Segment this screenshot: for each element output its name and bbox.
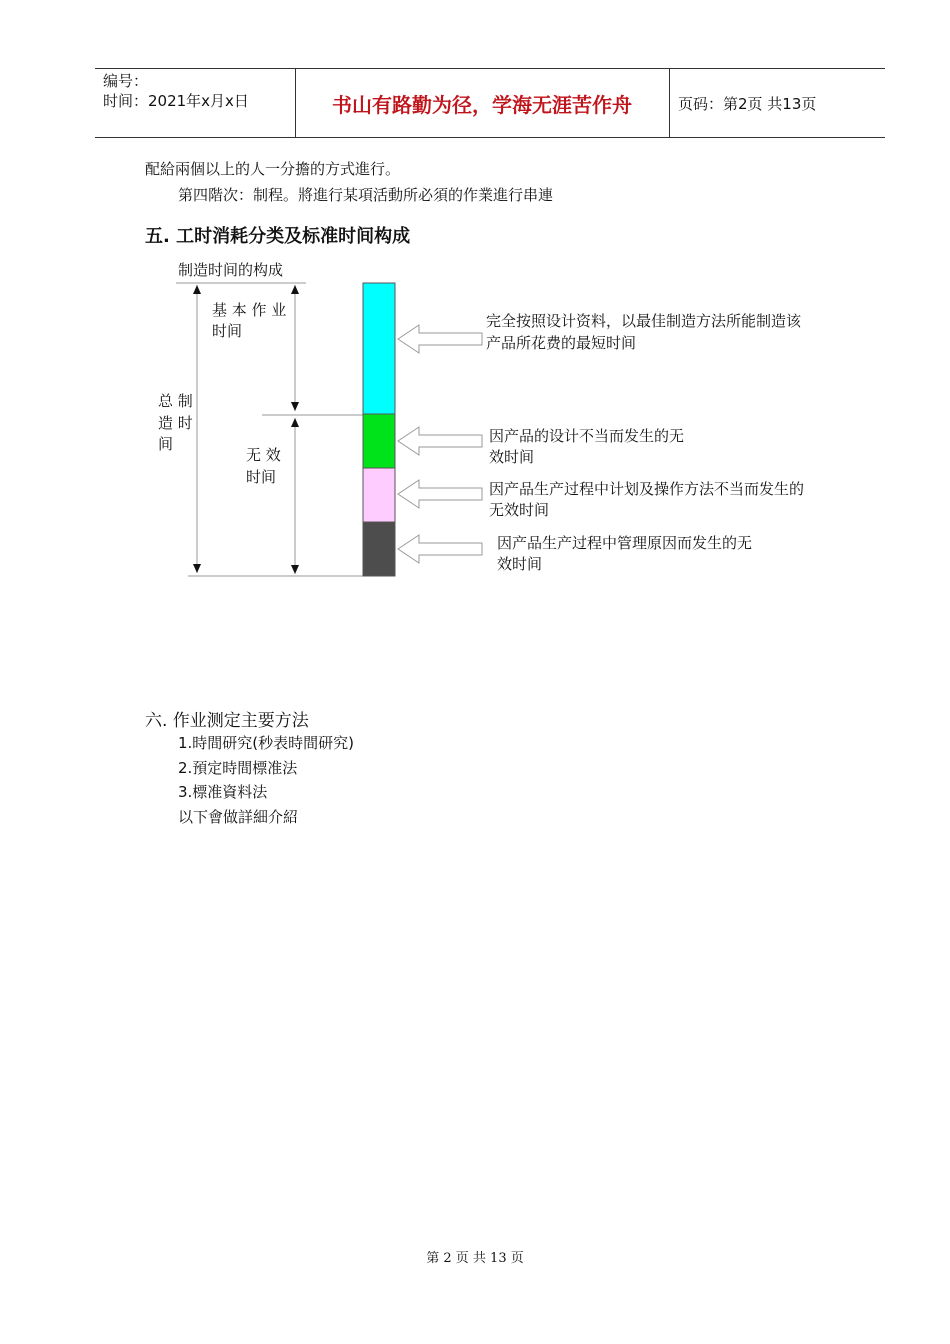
arrow-left-icon — [398, 480, 482, 508]
segment-basic-time — [363, 283, 395, 414]
segment-1-desc-line-2: 产品所花费的最短时间 — [486, 334, 637, 352]
header-page-label: 页码：第2页 共13页 — [678, 95, 817, 113]
segment-design-waste — [363, 414, 395, 468]
segment-2-desc-line-1: 因产品的设计不当而发生的无 — [489, 427, 685, 445]
arrow-left-icon — [398, 325, 482, 353]
diagram-caption: 制造时间的构成 — [178, 261, 284, 279]
body-line-2: 第四階次：制程。將進行某項活動所必須的作業進行串連 — [178, 186, 554, 204]
header-motto: 书山有路勤为径，学海无涯苦作舟 — [332, 92, 632, 117]
segment-method-waste — [363, 468, 395, 522]
invalid-time-label-1: 无 效 — [246, 446, 281, 464]
arrow-left-icon — [398, 427, 482, 455]
method-item: 1.時間研究(秒表時間研究) — [178, 734, 355, 752]
total-time-label-2: 造 时 — [158, 414, 193, 432]
method-item: 2.預定時間標准法 — [178, 759, 298, 777]
basic-time-label-2: 时间 — [212, 322, 243, 340]
section-6-title: 六. 作业测定主要方法 — [145, 711, 309, 731]
method-item: 3.標准資料法 — [178, 783, 268, 801]
total-time-label-3: 间 — [158, 435, 174, 453]
section-6-note: 以下會做詳細介紹 — [178, 808, 299, 826]
total-time-label-1: 总 制 — [158, 392, 193, 410]
header-time-label: 时间：2021年x月x日 — [103, 92, 249, 110]
basic-time-label-1: 基 本 作 业 — [212, 301, 287, 319]
time-composition-diagram — [0, 0, 950, 600]
body-line-1: 配給兩個以上的人一分擔的方式進行。 — [145, 160, 401, 178]
segment-3-desc-line-1: 因产品生产过程中计划及操作方法不当而发生的 — [489, 480, 805, 498]
segment-3-desc-line-2: 无效时间 — [489, 501, 550, 519]
segment-4-desc-line-1: 因产品生产过程中管理原因而发生的无 — [497, 534, 753, 552]
arrow-left-icon — [398, 535, 482, 563]
invalid-time-label-2: 时间 — [246, 468, 277, 486]
section-5-title: 五. 工时消耗分类及标准时间构成 — [145, 226, 411, 247]
segment-4-desc-line-2: 效时间 — [497, 555, 543, 573]
segment-2-desc-line-2: 效时间 — [489, 448, 535, 466]
header-number-label: 编号： — [103, 72, 149, 90]
page-footer: 第 2 页 共 13 页 — [426, 1251, 524, 1266]
segment-1-desc-line-1: 完全按照设计资料，以最佳制造方法所能制造该 — [486, 312, 802, 330]
segment-management-waste — [363, 522, 395, 576]
